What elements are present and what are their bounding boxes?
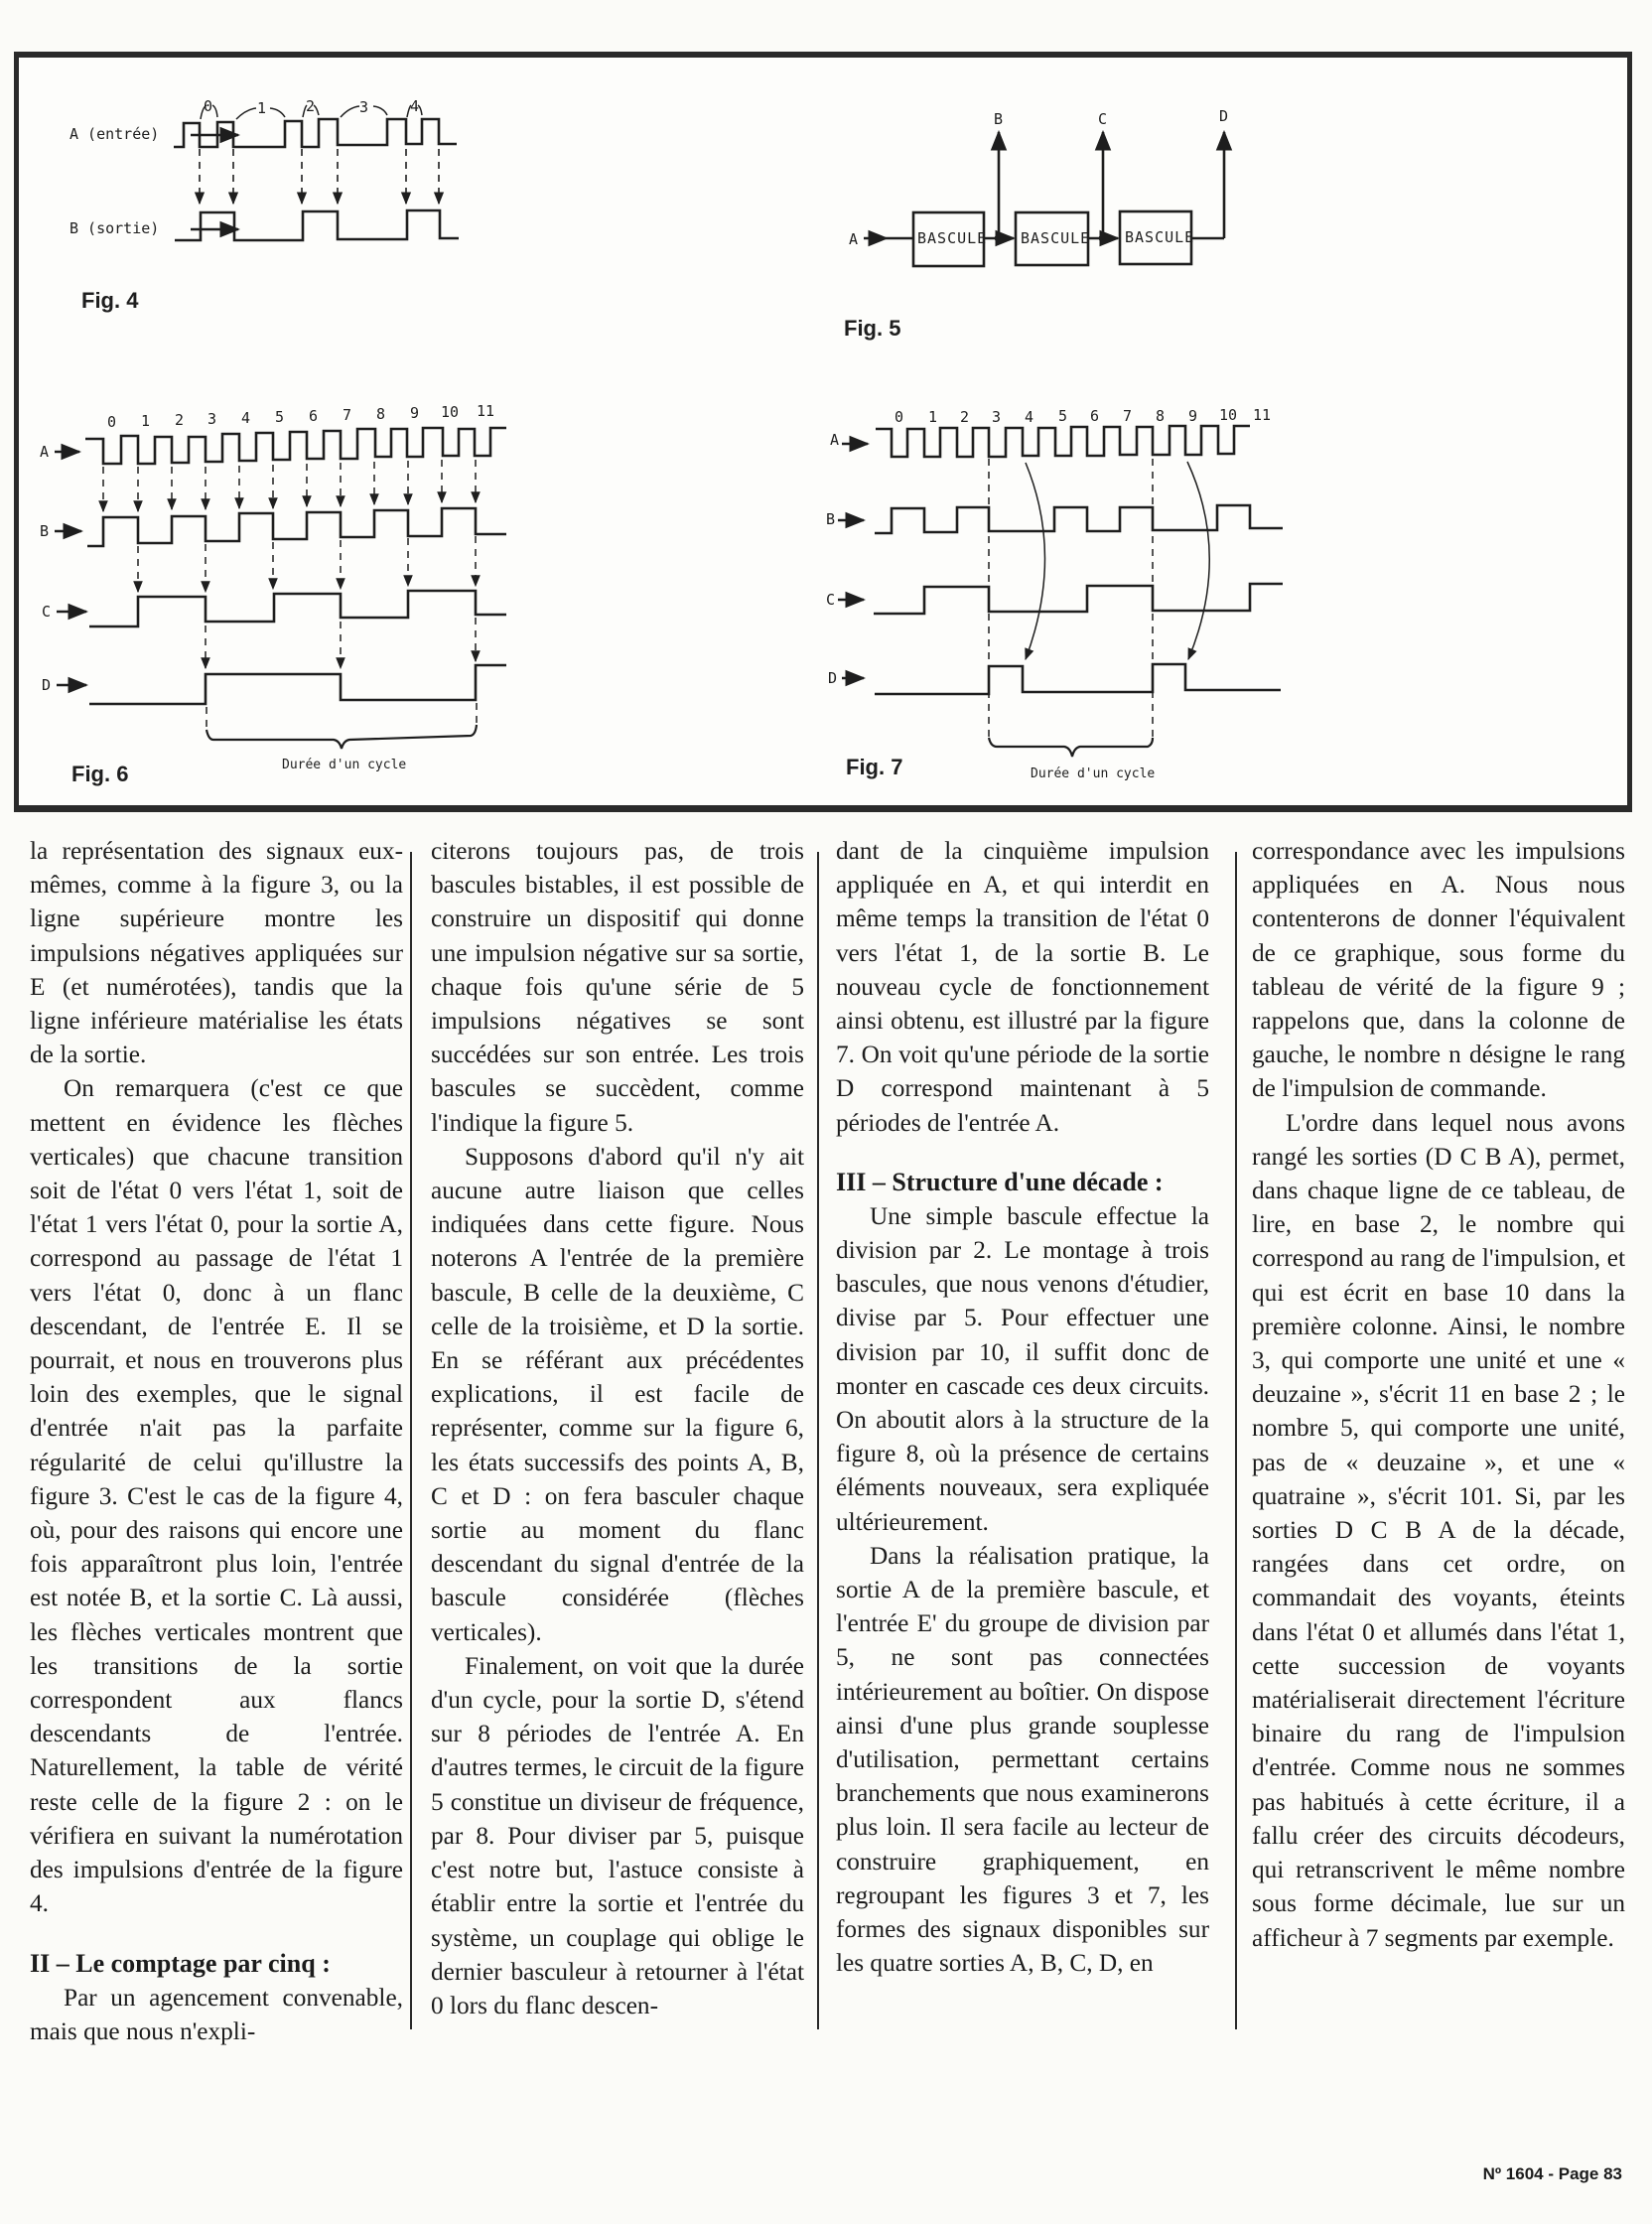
fig7-caption: Fig. 7 [846, 755, 903, 779]
col3-paragraph-1: dant de la cinquième impulsion appliquée en A, et qui interdit en même temps la transition de l'état 0 vers l'état 1, de la sortie B. Le nouveau cycle de fonctionnement ainsi obtenu, est illustré par la figure 7. On voit qu'une période de la sortie D correspond maintenant à 5 périodes de l'entrée A. [836, 837, 1209, 1137]
col1-paragraph-2: On remarquera (c'est ce que mettent en évidence les flèches verticales) que chacune transition soit de l'état 0 vers l'état 1, soit de l'état 1 vers l'état 0, pour la sortie A, correspond au passage de l'état 1 vers l'état 0, donc à un flanc descendant, de l'entrée E. Il se pourrait, et nous en trouverons plus loin des exemples, que le signal d'entrée n'ait pas la parfaite régularité de celui qu'illustre la figure 3. C'est le cas de la figure 4, où, pour des raisons qui encore une fois apparaîtront plus loin, l'entrée est notée B, et la sortie C. Là aussi, les flèches verticales montrent que les transitions de la sortie correspondent aux flancs descendants de l'entrée. Naturellement, la table de vérité reste celle de la figure 2 : on le vérifiera en suivant la numérotation des impulsions d'entrée de la figure 4. [30, 1074, 403, 1918]
fig5-output-d: D [1219, 107, 1229, 125]
fig5-block-1: BASCULE [917, 229, 988, 247]
fig7-pulse-0: 0 [895, 408, 904, 426]
fig6-pulse-11: 11 [477, 402, 495, 420]
fig4-pulse-2: 2 [306, 97, 316, 115]
fig5-block-2: BASCULE [1021, 229, 1091, 247]
fig6-pulse-4: 4 [241, 409, 251, 427]
fig4-signal-b-label: B (sortie) [69, 219, 160, 237]
fig6-pulse-3: 3 [207, 410, 217, 428]
article-column-1 [30, 834, 403, 2048]
fig7-pulse-5: 5 [1058, 407, 1068, 425]
fig7-pulse-10: 10 [1219, 406, 1238, 424]
fig6-pulse-7: 7 [343, 406, 352, 424]
fig7-signal-d: D [828, 669, 838, 687]
fig6-pulse-1: 1 [141, 412, 151, 430]
col3-paragraph-2: Une simple bascule effectue la division par 2. Le montage à trois bascules, que nous venons d'étudier, divise par 5. Pour effectuer une division par 10, il suffit donc de monter en cascade ces deux circuits. On aboutit alors à la structure de la figure 8, où la présence de certains éléments nouveaux, sera expliquée ultérieurement. [836, 1201, 1209, 1536]
fig6-pulse-6: 6 [309, 407, 319, 425]
article-body [30, 834, 1628, 2125]
fig6-signal-b: B [40, 522, 50, 540]
fig7-pulse-11: 11 [1253, 406, 1272, 424]
fig7-pulse-4: 4 [1025, 408, 1034, 426]
fig7-pulse-9: 9 [1188, 407, 1198, 425]
fig7-pulse-6: 6 [1090, 407, 1100, 425]
fig4-signal-a-label: A (entrée) [69, 125, 160, 143]
fig5-caption: Fig. 5 [844, 316, 901, 341]
figures-diagrams [0, 0, 1652, 824]
fig7-signal-c: C [826, 591, 836, 609]
fig6-cycle-label: Durée d'un cycle [282, 758, 407, 772]
fig7-timing-diagram [838, 426, 1283, 757]
fig6-signal-c: C [42, 603, 52, 621]
fig7-pulse-3: 3 [992, 408, 1002, 426]
fig7-cycle-label: Durée d'un cycle [1031, 766, 1156, 781]
fig7-signal-b: B [826, 510, 836, 528]
fig6-pulse-5: 5 [275, 408, 285, 426]
fig6-signal-a: A [40, 443, 50, 461]
fig6-signal-d: D [42, 676, 52, 694]
article-column-4 [1252, 834, 1625, 1955]
fig5-output-c: C [1098, 110, 1108, 128]
page-footer: Nº 1604 - Page 83 [1482, 2164, 1622, 2183]
article-column-2 [431, 834, 804, 2022]
fig4-caption: Fig. 4 [81, 288, 139, 313]
section-heading-3: III – Structure d'une décade : [836, 1167, 1164, 1196]
fig5-output-b: B [994, 110, 1004, 128]
fig7-pulse-8: 8 [1156, 407, 1166, 425]
fig5-block-3: BASCULE [1125, 228, 1195, 246]
fig4-pulse-1: 1 [257, 99, 267, 117]
col2-paragraph-3: Finalement, on voit que la durée d'un cycle, pour la sortie D, s'étend sur 8 périodes de l'entrée A. En d'autres termes, le circuit de la figure 5 constitue un diviseur de fréquence, par 8. Pour diviser par 5, puisque c'est notre but, l'astuce consiste à établir entre la sortie et l'entrée du système, un couplage qui oblige le dernier basculeur à retourner à l'état 0 lors du flanc descen- [431, 1651, 804, 2019]
fig5-input-label: A [849, 230, 859, 248]
col1-paragraph-1: la représentation des signaux eux-mêmes, comme à la figure 3, ou la ligne supérieure montre les impulsions négatives appliquées sur E (et numérotées), tandis que la ligne inférieure matérialise les états de la sortie. [30, 837, 403, 1069]
fig6-pulse-2: 2 [175, 411, 185, 429]
col2-paragraph-1: citerons toujours pas, de trois bascules bistables, il est possible de construire un dispositif qui donne une impulsion négative sur sa sortie, chaque fois qu'une série de 5 impulsions négatives se sont succédées sur son entrée. Les trois bascules se succèdent, comme l'indique la figure 5. [431, 837, 804, 1137]
fig6-timing-diagram [55, 428, 506, 749]
col1-paragraph-3: Par un agencement convenable, mais que nous n'expli- [30, 1983, 403, 2045]
article-column-3 [836, 834, 1209, 1981]
fig4-pulse-3: 3 [359, 98, 369, 116]
fig6-pulse-0: 0 [107, 413, 117, 431]
col3-paragraph-3: Dans la réalisation pratique, la sortie A de la première bascule, et l'entrée E' du groupe de division par 5, ne sont pas connectées intérieurement au boîtier. On dispose ainsi d'une plus grande souplesse d'utilisation, permettant certains branchements que nous examinerons plus loin. Il sera facile au lecteur de construire graphiquement, en regroupant les figures 3 et 7, les formes des signaux disponibles sur les quatre sorties A, B, C, D, en [836, 1541, 1209, 1978]
fig6-caption: Fig. 6 [71, 762, 129, 786]
col2-paragraph-2: Supposons d'abord qu'il n'y ait aucune autre liaison que celles indiquées dans cette figure. Nous noterons A l'entrée de la première bascule, B celle de la deuxième, C celle de la troisième, et D la sortie. En se référant aux précédentes explications, il est facile de représenter, comme sur la figure 6, les états successifs des points A, B, C et D : on fera basculer chaque sortie au moment du flanc descendant du signal d'entrée de la bascule considérée (flèches verticales). [431, 1142, 804, 1646]
fig7-signal-a: A [830, 431, 840, 449]
fig6-pulse-10: 10 [441, 403, 460, 421]
section-heading-2: II – Le comptage par cinq : [30, 1948, 331, 1978]
fig6-pulse-9: 9 [410, 404, 420, 422]
fig4-pulse-0: 0 [204, 97, 213, 115]
col4-paragraph-2: L'ordre dans lequel nous avons rangé les sorties (D C B A), permet, dans chaque ligne de ce tableau, de lire, en base 2, le nombre qui correspond au rang de l'impulsion, et qui est écrit en base 10 dans la première colonne. Ainsi, le nombre 3, qui comporte une unité et une « deuzaine », s'écrit 11 en base 2 ; le nombre 5, qui comporte une unité, pas de « deuzaine », et une « quatraine », s'écrit 101. Si, par les sorties D C B A de la décade, rangées dans cet ordre, on commandait des voyants, éteints dans l'état 0 et allumés dans l'état 1, cette succession de voyants matérialiserait directement l'écriture binaire du rang de l'impulsion d'entrée. Comme nous ne sommes pas habitués à cette écriture, il a fallu créer des circuits décodeurs, qui retranscrivent le même nombre sous forme décimale, lue sur un afficheur à 7 segments par exemple. [1252, 1108, 1625, 1952]
fig6-pulse-8: 8 [376, 405, 386, 423]
fig4-timing-diagram [174, 105, 459, 240]
col4-paragraph-1: correspondance avec les impulsions appliquées en A. Nous nous contenterons de donner l'équivalent de ce graphique, sous forme du tableau de vérité de la figure 9 ; rappelons que, dans la colonne de gauche, le nombre n désigne le rang de l'impulsion de commande. [1252, 837, 1625, 1103]
fig7-pulse-2: 2 [960, 408, 970, 426]
fig7-pulse-1: 1 [928, 408, 938, 426]
fig4-pulse-4: 4 [410, 97, 420, 115]
fig7-pulse-7: 7 [1123, 407, 1133, 425]
